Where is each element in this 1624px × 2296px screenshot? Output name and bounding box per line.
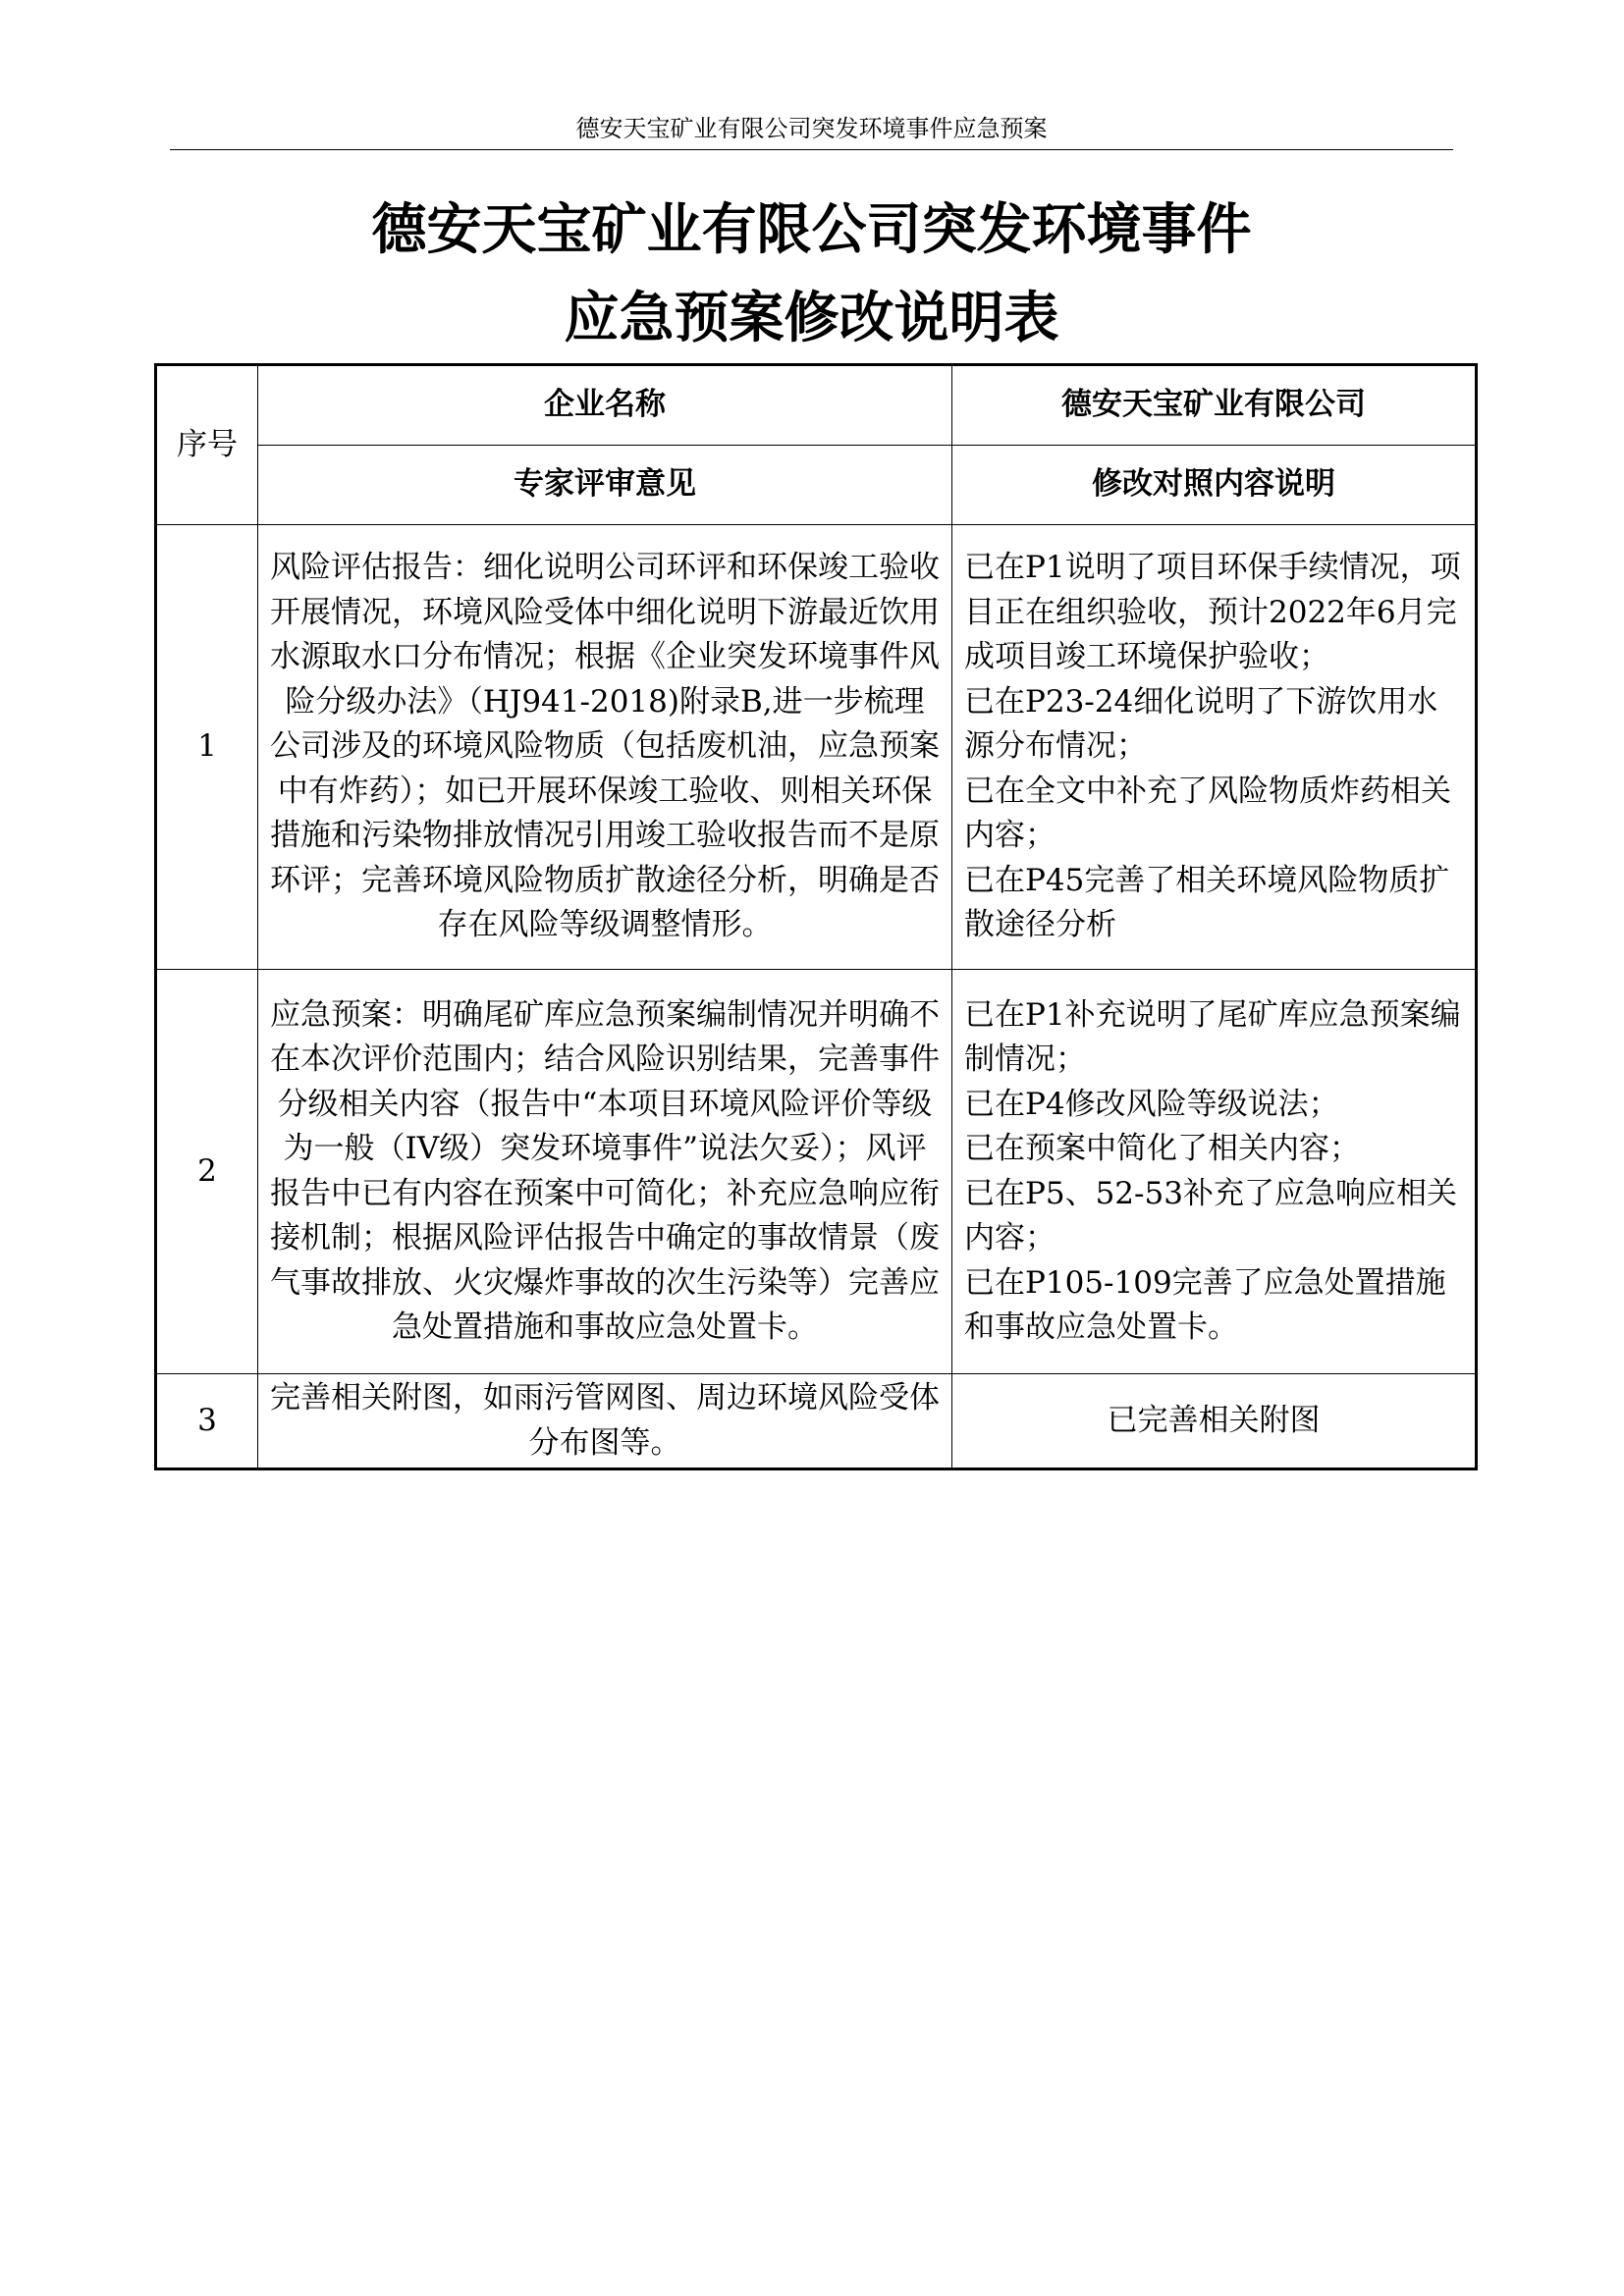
company-label: 企业名称: [258, 365, 952, 446]
revision-item: 已在P105-109完善了应急处置措施和事故应急处置卡。: [964, 1264, 1446, 1345]
revision-item: 已完善相关附图: [1107, 1402, 1321, 1438]
expert-opinion: 应急预案：明确尾矿库应急预案编制情况并明确不在本次评价范围内；结合风险识别结果，完善事件分级相关内容（报告中“本项目环境风险评价等级为一般（IV级）突发环境事件”说法欠妥）；风评报告中已有内容在预案中可简化；补充应急响应衔接机制；根据风险评估报告中确定的事故情景（废气事故排放、火灾爆炸事故的次生污染等）完善应急处置措施和事故应急处置卡。: [258, 970, 952, 1374]
document-title-line-2: 应急预案修改说明表: [564, 287, 1059, 350]
table-subheader-row: [156, 446, 1477, 525]
running-header: 德安天宝矿业有限公司突发环境事件应急预案: [170, 116, 1453, 150]
revision-item: 已在全文中补充了风险物质炸药相关内容；: [964, 773, 1451, 854]
opinion-header: 专家评审意见: [258, 446, 952, 525]
expert-opinion: 风险评估报告：细化说明公司环评和环保竣工验收开展情况，环境风险受体中细化说明下游最近饮用水源取水口分布情况；根据《企业突发环境事件风险分级办法》（HJ941-2018)附录B,进一步梳理公司涉及的环境风险物质（包括废机油，应急预案中有炸药）；如已开展环保竣工验收、则相关环保措施和污染物排放情况引用竣工验收报告而不是原环评；完善环境风险物质扩散途径分析，明确是否存在风险等级调整情形。: [258, 525, 952, 970]
company-name: 德安天宝矿业有限公司: [952, 365, 1477, 446]
row-seq: 3: [156, 1374, 258, 1469]
revision-item: 已在预案中简化了相关内容；: [964, 1131, 1360, 1166]
revision-notes: [952, 1374, 1477, 1469]
revision-table: [154, 363, 1478, 1470]
document-title-line-1: 德安天宝矿业有限公司突发环境事件: [371, 198, 1252, 262]
revision-item: 已在P1补充说明了尾矿库应急预案编制情况；: [964, 996, 1461, 1077]
table-row: [156, 970, 1477, 1374]
row-seq: 2: [156, 970, 258, 1374]
revision-item: 已在P4修改风险等级说法；: [964, 1086, 1339, 1122]
revision-notes: [952, 525, 1477, 970]
revision-item: 已在P5、52-53补充了应急响应相关内容；: [964, 1175, 1457, 1255]
table-row: [156, 525, 1477, 970]
row-seq: 1: [156, 525, 258, 970]
table-row: [156, 1374, 1477, 1469]
revision-item: 已在P1说明了项目环保手续情况，项目正在组织验收，预计2022年6月完成项目竣工环境保护验收；: [964, 550, 1461, 675]
table-header-row: [156, 365, 1477, 446]
revision-item: 已在P45完善了相关环境风险物质扩散途径分析: [964, 862, 1450, 943]
expert-opinion: 完善相关附图，如雨污管网图、周边环境风险受体分布图等。: [258, 1374, 952, 1469]
seq-header: 序号: [156, 365, 258, 525]
revision-item: 已在P23-24细化说明了下游饮用水源分布情况；: [964, 683, 1438, 765]
revision-header: 修改对照内容说明: [952, 446, 1477, 525]
revision-notes: [952, 970, 1477, 1374]
